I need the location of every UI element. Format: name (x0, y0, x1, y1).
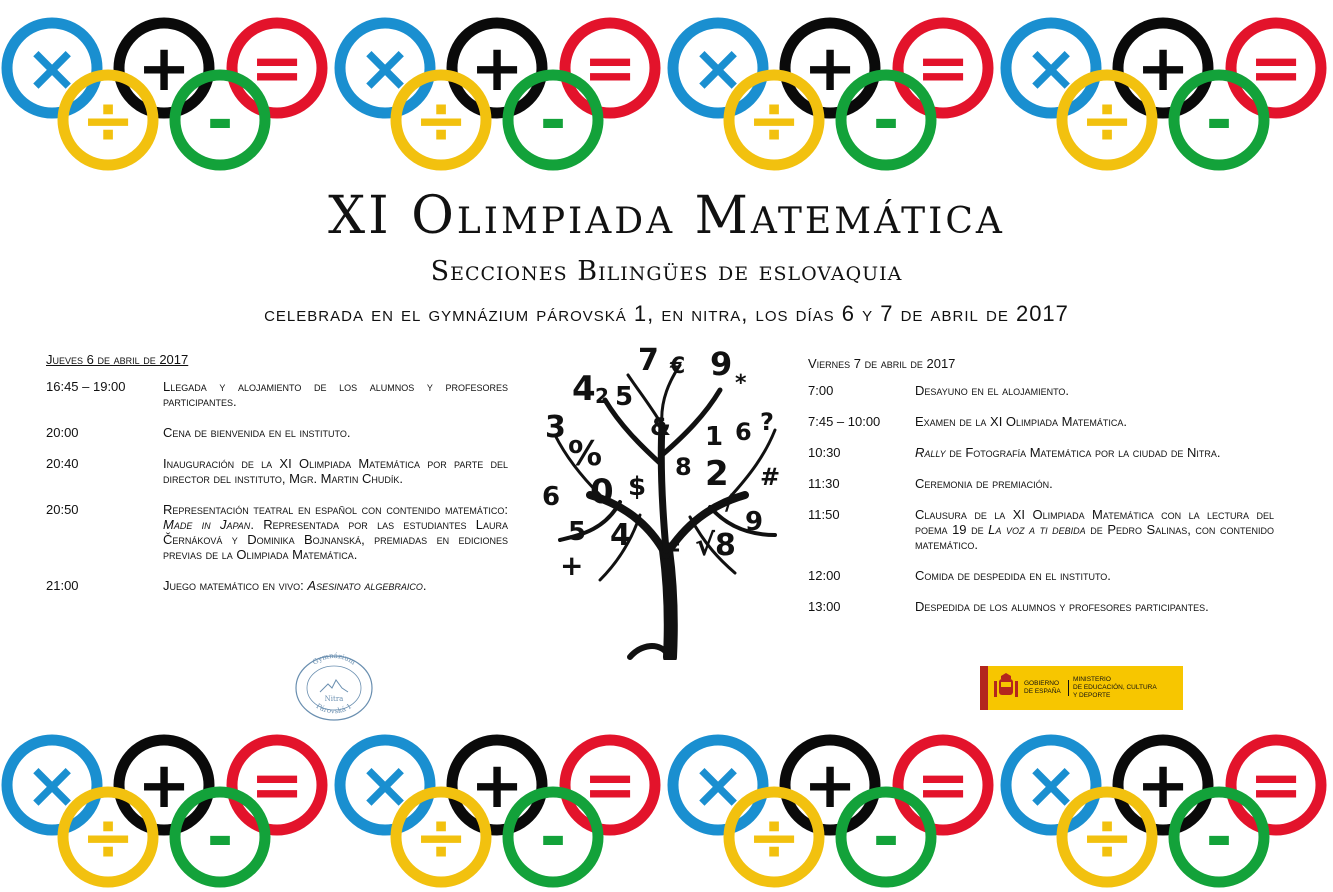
gobierno-espana-logo (980, 666, 1183, 710)
tree-glyph: 3 (545, 410, 566, 445)
ring-equals-icon (565, 740, 655, 830)
tree-glyph: # (760, 463, 781, 491)
tree-glyph: 6 (542, 482, 561, 512)
ring-divide-icon (1062, 75, 1152, 165)
tree-glyph: & (650, 413, 671, 441)
ring-minus-icon (1174, 75, 1264, 165)
event-time: 7:45 – 10:00 (808, 414, 881, 429)
svg-text:×: × (25, 32, 79, 106)
svg-text:+: + (803, 32, 857, 106)
flag-stripe (980, 666, 988, 710)
svg-text:×: × (1024, 32, 1078, 106)
svg-text:÷: ÷ (414, 84, 468, 158)
tree-glyph: 7 (638, 345, 659, 378)
tree-glyph: * (735, 371, 747, 396)
tree-glyph: 9 (710, 345, 733, 383)
tree-glyph: 5 (615, 382, 634, 412)
schedule-day-1 (46, 352, 508, 609)
svg-text:×: × (1024, 749, 1078, 823)
event-description-text: . (422, 578, 427, 593)
event-description-text: . Representada por las estudiantes Laura Černáková y Dominika Bojnanská, premiadas en ediciones previas de la Olimpiada Matemática. (163, 517, 508, 562)
ministerio-line: MINISTERIO (1073, 676, 1111, 683)
rings-illustration-top (0, 0, 1333, 175)
schedule-event (808, 568, 1274, 583)
tree-glyph: 2 (705, 454, 729, 494)
event-description: Cena de bienvenida en el instituto. (163, 425, 351, 440)
rings-band-bottom (0, 717, 1333, 892)
svg-text:+: + (137, 32, 191, 106)
ring-divide-icon (63, 792, 153, 882)
schedule-event (46, 456, 508, 486)
seal-top-text: Gymnázium (311, 651, 357, 667)
svg-text:÷: ÷ (747, 801, 801, 875)
gobierno-line: DE ESPAÑA (1024, 688, 1061, 695)
svg-text:×: × (358, 749, 412, 823)
event-description-italic: Asesinato algebraico (307, 578, 423, 593)
svg-text:÷: ÷ (1080, 84, 1134, 158)
event-time: 11:50 (808, 507, 840, 522)
event-time: 10:30 (808, 445, 841, 460)
svg-text:÷: ÷ (414, 801, 468, 875)
ring-divide-icon (729, 75, 819, 165)
schedule-event (808, 476, 1274, 491)
event-description-italic: La voz a ti debida (988, 522, 1086, 537)
tree-glyph: + (560, 549, 584, 582)
svg-text:=: = (250, 749, 304, 823)
event-description-text: de Pedro Salinas, con contenido matemático. (915, 522, 1274, 552)
ring-minus-icon (508, 792, 598, 882)
schedule-event (808, 445, 1274, 460)
svg-text:-: - (1205, 84, 1233, 158)
svg-text:=: = (916, 32, 970, 106)
ring-divide-icon (1062, 792, 1152, 882)
svg-text:÷: ÷ (747, 84, 801, 158)
ring-equals-icon (232, 740, 322, 830)
ring-minus-icon (175, 75, 265, 165)
ring-divide-icon (63, 75, 153, 165)
svg-text:×: × (691, 32, 745, 106)
schedule-event (46, 425, 508, 440)
svg-text:-: - (872, 801, 900, 875)
event-time: 13:00 (808, 599, 841, 614)
event-description: Desayuno en el alojamiento. (915, 383, 1070, 398)
event-time: 20:00 (46, 425, 79, 440)
tree-glyph: 8 (675, 453, 692, 481)
event-description (163, 502, 508, 562)
svg-text:-: - (539, 801, 567, 875)
event-time: 11:30 (808, 476, 840, 491)
ring-equals-icon (1231, 23, 1321, 113)
svg-text:=: = (583, 749, 637, 823)
ring-minus-icon (175, 792, 265, 882)
seal-bottom-text: Párovská 1 (314, 702, 354, 716)
seal-castle-icon (320, 680, 348, 692)
event-description: Examen de la XI Olimpiada Matemática. (915, 414, 1127, 429)
number-tree-illustration (520, 345, 805, 660)
schedule-event (808, 507, 1274, 552)
event-time: 20:50 (46, 502, 79, 517)
schedule-event (46, 502, 508, 562)
svg-text:+: + (137, 749, 191, 823)
event-description-text: de Fotografía Matemática por la ciudad de Nitra. (945, 445, 1221, 460)
ring-minus-icon (841, 75, 931, 165)
event-description (915, 507, 1274, 552)
ministerio-line: Y DEPORTE (1073, 692, 1111, 699)
svg-text:-: - (1205, 801, 1233, 875)
ring-equals-icon (898, 740, 988, 830)
venue-line: celebrada en el gymnázium párovská 1, en nitra, los días 6 y 7 de abril de 2017 (264, 301, 1069, 326)
svg-text:=: = (1249, 32, 1303, 106)
ring-equals-icon (565, 23, 655, 113)
event-description-italic: Rally (915, 445, 946, 460)
svg-text:÷: ÷ (81, 84, 135, 158)
rings-illustration-bottom (0, 717, 1333, 892)
svg-text:÷: ÷ (1080, 801, 1134, 875)
rings-band-top (0, 0, 1333, 175)
event-time: 20:40 (46, 456, 79, 471)
svg-text:+: + (470, 32, 524, 106)
event-description: Inauguración de la XI Olimpiada Matemática por parte del director del instituto, Mgr. Martin Chudík. (163, 456, 508, 486)
ministerio-line: DE EDUCACIÓN, CULTURA (1073, 684, 1157, 691)
page-title: XI Olimpiada Matemática (328, 186, 1005, 246)
svg-text:+: + (803, 749, 857, 823)
event-description: Llegada y alojamiento de los alumnos y profesores participantes. (163, 379, 508, 409)
svg-text:=: = (916, 749, 970, 823)
event-time: 7:00 (808, 383, 834, 398)
tree-glyph: 1 (705, 422, 724, 452)
schedule-day-2 (808, 356, 1274, 630)
event-description-text: Clausura de la XI Olimpiada Matemática con la lectura del poema 19 de (915, 507, 1274, 537)
ring-divide-icon (729, 792, 819, 882)
svg-text:-: - (539, 84, 567, 158)
tree-glyph: 4 (572, 369, 596, 409)
svg-text:-: - (872, 84, 900, 158)
event-description: Comida de despedida en el instituto. (915, 568, 1111, 583)
ring-equals-icon (898, 23, 988, 113)
event-description-text: Juego matemático en vivo: (163, 578, 308, 593)
seal-inner-ring (307, 666, 361, 710)
svg-text:×: × (25, 749, 79, 823)
tree-glyph: 9 (745, 507, 764, 537)
tree-glyph: 5 (568, 517, 587, 547)
event-description (163, 578, 508, 593)
event-time: 12:00 (808, 568, 841, 583)
tree-glyph: 6 (735, 418, 752, 446)
svg-text:+: + (470, 749, 524, 823)
page-subtitle: Secciones Bilingües de eslovaquia (430, 256, 903, 287)
svg-text:=: = (583, 32, 637, 106)
svg-text:+: + (1136, 32, 1190, 106)
coat-of-arms-icon (992, 673, 1020, 703)
tree-glyph: % (568, 434, 603, 474)
tree-glyph: $ (628, 472, 647, 502)
schedule-event (808, 414, 1274, 429)
event-description-italic: Made in Japan (163, 517, 251, 532)
gobierno-line: GOBIERNO (1024, 680, 1060, 687)
schedule-event (808, 383, 1274, 398)
school-seal-logo (290, 650, 378, 722)
svg-text:-: - (206, 801, 234, 875)
schedule-event (46, 379, 508, 409)
tree-glyph: 4 (610, 518, 631, 553)
tree-glyph: € (670, 354, 686, 379)
tree-glyph: 2 (595, 384, 609, 408)
event-time: 21:00 (46, 578, 79, 593)
tree-glyph: ? (760, 408, 774, 436)
gobierno-text (1024, 680, 1069, 696)
event-description (915, 445, 1274, 460)
seal-middle-text: Nitra (324, 695, 344, 703)
svg-text:×: × (358, 32, 412, 106)
svg-text:=: = (250, 32, 304, 106)
event-description: Despedida de los alumnos y profesores participantes. (915, 599, 1209, 614)
schedule-event (46, 578, 508, 593)
event-time: 16:45 – 19:00 (46, 379, 126, 394)
tree-glyph: 0 (590, 472, 614, 512)
svg-text:=: = (1249, 749, 1303, 823)
svg-text:+: + (1136, 749, 1190, 823)
event-description-text: Representación teatral en español con contenido matemático: (163, 502, 508, 517)
ring-divide-icon (396, 792, 486, 882)
day-1-heading: Jueves 6 de abril de 2017 (46, 352, 189, 367)
ring-equals-icon (1231, 740, 1321, 830)
svg-text:×: × (691, 749, 745, 823)
ring-minus-icon (1174, 792, 1264, 882)
ring-minus-icon (508, 75, 598, 165)
ring-equals-icon (232, 23, 322, 113)
tree-glyph: / (725, 491, 734, 516)
svg-text:÷: ÷ (81, 801, 135, 875)
ring-minus-icon (841, 792, 931, 882)
svg-text:-: - (206, 84, 234, 158)
ring-divide-icon (396, 75, 486, 165)
tree-glyph: √8 (695, 528, 736, 563)
tree-glyph: = (660, 532, 682, 562)
ministerio-text (1069, 676, 1183, 700)
event-description: Ceremonia de premiación. (915, 476, 1053, 491)
schedule-event (808, 599, 1274, 614)
day-2-heading: Viernes 7 de abril de 2017 (808, 356, 956, 371)
